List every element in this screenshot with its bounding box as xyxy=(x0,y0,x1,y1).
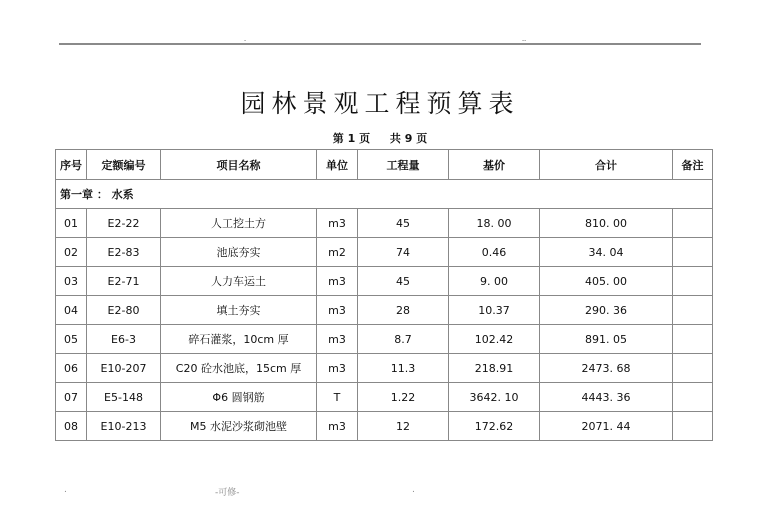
page-current: 第 1 页 xyxy=(332,132,371,145)
table-cell: E10-213 xyxy=(87,412,161,441)
column-header: 工程量 xyxy=(358,150,449,180)
table-cell: 405. 00 xyxy=(540,267,673,296)
column-header: 基价 xyxy=(449,150,540,180)
footer-mark: . xyxy=(412,485,415,495)
column-header: 序号 xyxy=(56,150,87,180)
table-cell: 08 xyxy=(56,412,87,441)
table-cell: 10.37 xyxy=(449,296,540,325)
table-cell: 01 xyxy=(56,209,87,238)
chapter-title: 第一章 ： 水系 xyxy=(56,180,713,209)
table-cell: E6-3 xyxy=(87,325,161,354)
table-cell: E2-71 xyxy=(87,267,161,296)
table-cell: 07 xyxy=(56,383,87,412)
table-cell: 人工挖土方 xyxy=(161,209,317,238)
table-cell xyxy=(673,296,713,325)
table-cell xyxy=(673,209,713,238)
column-header: 定额编号 xyxy=(87,150,161,180)
table-cell: 4443. 36 xyxy=(540,383,673,412)
table-cell: 172.62 xyxy=(449,412,540,441)
table-cell: 218.91 xyxy=(449,354,540,383)
footer-text: -可修- xyxy=(215,488,240,498)
table-cell: 290. 36 xyxy=(540,296,673,325)
table-cell: 45 xyxy=(358,267,449,296)
budget-table xyxy=(55,149,713,441)
table-cell: 891. 05 xyxy=(540,325,673,354)
page-info xyxy=(0,130,760,146)
table-cell: 11.3 xyxy=(358,354,449,383)
table-cell: 填土夯实 xyxy=(161,296,317,325)
table-cell: 3642. 10 xyxy=(449,383,540,412)
table-cell: m3 xyxy=(317,267,358,296)
table-cell: 34. 04 xyxy=(540,238,673,267)
table-cell: 06 xyxy=(56,354,87,383)
table-cell xyxy=(673,412,713,441)
table-cell: M5 水泥沙浆砌池壁 xyxy=(161,412,317,441)
table-cell: 03 xyxy=(56,267,87,296)
table-cell xyxy=(673,383,713,412)
column-header: 合计 xyxy=(540,150,673,180)
table-cell: E5-148 xyxy=(87,383,161,412)
table-cell: 人力车运土 xyxy=(161,267,317,296)
header-rule xyxy=(59,43,701,45)
table-cell xyxy=(673,325,713,354)
table-cell xyxy=(673,354,713,383)
table-row xyxy=(56,412,713,441)
table-cell: 2473. 68 xyxy=(540,354,673,383)
table-cell: 9. 00 xyxy=(449,267,540,296)
table-cell: m3 xyxy=(317,354,358,383)
table-cell: 18. 00 xyxy=(449,209,540,238)
table-cell: E2-22 xyxy=(87,209,161,238)
table-cell: m3 xyxy=(317,325,358,354)
table-cell: T xyxy=(317,383,358,412)
table-cell: 05 xyxy=(56,325,87,354)
column-header: 单位 xyxy=(317,150,358,180)
table-row xyxy=(56,354,713,383)
header-mark: -- xyxy=(522,37,527,44)
table-cell: 8.7 xyxy=(358,325,449,354)
column-header: 项目名称 xyxy=(161,150,317,180)
table-cell: 池底夯实 xyxy=(161,238,317,267)
table-cell xyxy=(673,267,713,296)
table-cell: 02 xyxy=(56,238,87,267)
table-header-row xyxy=(56,150,713,180)
table-row xyxy=(56,238,713,267)
table-cell: 12 xyxy=(358,412,449,441)
table-cell: 碎石灌浆，10cm 厚 xyxy=(161,325,317,354)
table-cell: 04 xyxy=(56,296,87,325)
table-row xyxy=(56,325,713,354)
table-cell: E2-83 xyxy=(87,238,161,267)
table-cell: 28 xyxy=(358,296,449,325)
table-cell: 45 xyxy=(358,209,449,238)
page-title: 园林景观工程预算表 xyxy=(240,89,520,118)
table-cell: 0.46 xyxy=(449,238,540,267)
table-cell: 74 xyxy=(358,238,449,267)
column-header: 备注 xyxy=(673,150,713,180)
table-cell: m3 xyxy=(317,412,358,441)
table-row xyxy=(56,296,713,325)
table-cell: 2071. 44 xyxy=(540,412,673,441)
table-row xyxy=(56,267,713,296)
footer-mark: . xyxy=(64,485,67,495)
table-row xyxy=(56,209,713,238)
table-cell: C20 砼水池底，15cm 厚 xyxy=(161,354,317,383)
table-cell: m2 xyxy=(317,238,358,267)
chapter-row xyxy=(56,180,713,209)
table-cell: m3 xyxy=(317,209,358,238)
table-cell: 810. 00 xyxy=(540,209,673,238)
header-mark: - xyxy=(244,37,247,44)
table-cell: E2-80 xyxy=(87,296,161,325)
table-cell: m3 xyxy=(317,296,358,325)
page-total: 共 9 页 xyxy=(389,132,428,145)
table-cell: 1.22 xyxy=(358,383,449,412)
table-cell: 102.42 xyxy=(449,325,540,354)
table-cell: Φ6 圆钢筋 xyxy=(161,383,317,412)
table-cell: E10-207 xyxy=(87,354,161,383)
table-row xyxy=(56,383,713,412)
table-cell xyxy=(673,238,713,267)
